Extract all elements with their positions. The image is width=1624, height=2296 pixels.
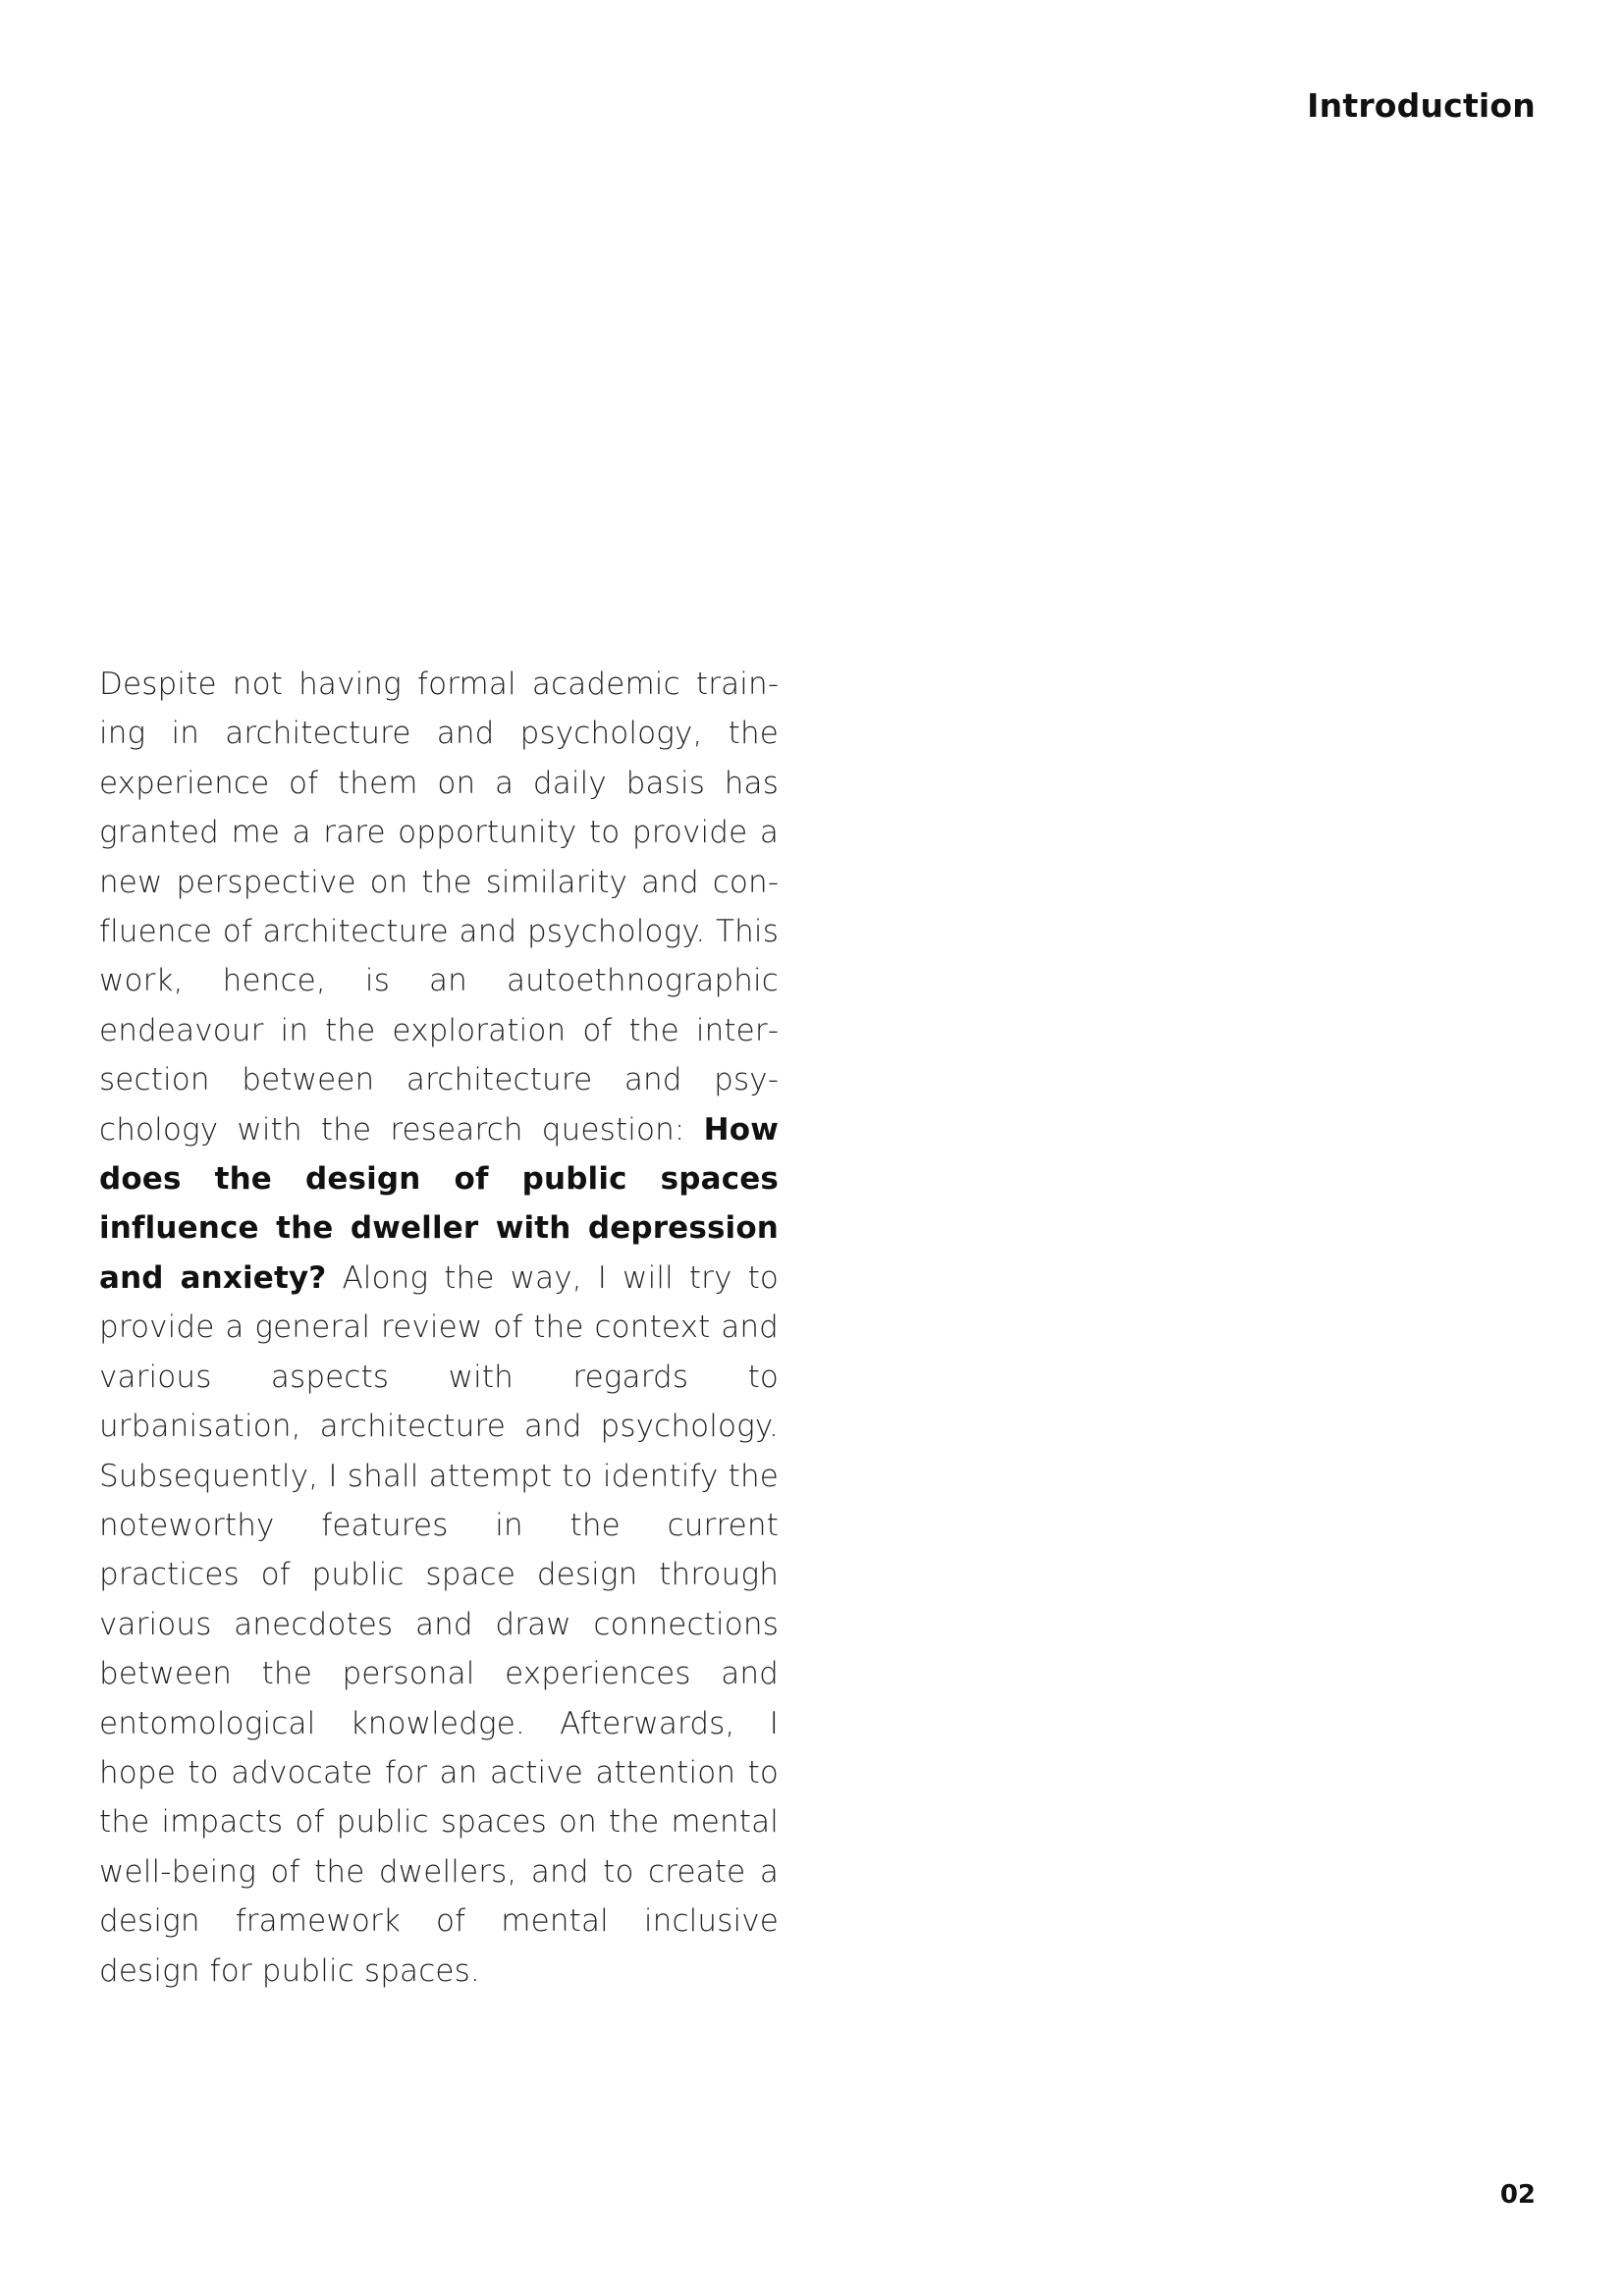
research-question: How does the design of public spaces influence the dweller with depression and anxiety? <box>99 1111 779 1296</box>
page-number: 02 <box>1499 2180 1536 2210</box>
body-text-continuation: Along the way, I will try to provide a general review of the context and various aspects with regards to urbanisation, architecture and psychology. Subsequently, I shall attempt to identify the noteworthy features in the current practices of public space design through various anecdotes and draw connections between the personal experiences and entomological knowledge. Afterwards, I hope to advocate for an active attention to the impacts of public spaces on the mental well-being of the dwellers, and to create a design framework of mental inclusive design for public spaces. <box>99 1259 779 1989</box>
section-heading: Introduction <box>1307 86 1536 125</box>
body-text-intro: Despite not having formal academic training in architecture and psychology, the experience of them on a daily basis has granted me a rare opportunity to provide a new perspective on the similarity and confluence of architecture and psychology. This work, hence, is an autoethnographic endeavour in the exploration of the intersection between architecture and psychology with the research question: <box>99 667 779 1148</box>
body-paragraph <box>99 660 779 1996</box>
